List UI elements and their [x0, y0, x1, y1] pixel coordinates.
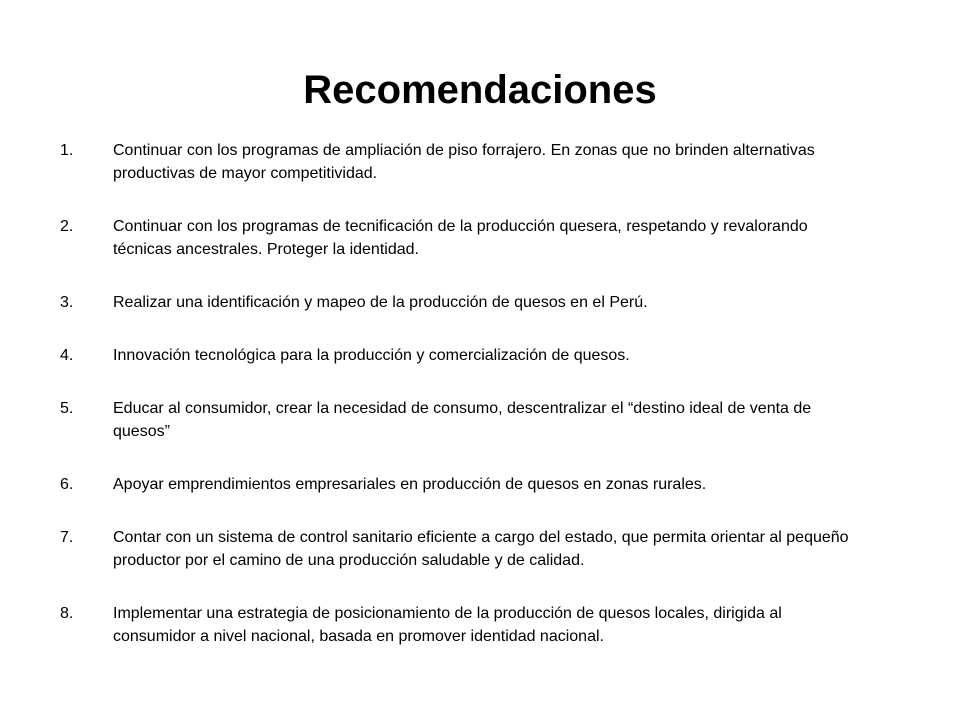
list-item [60, 139, 860, 185]
item-text: Continuar con los programas de tecnificación de la producción quesera, respetando y revalorando técnicas ancestrales. Proteger la identidad. [113, 218, 808, 258]
list-item [60, 215, 860, 261]
item-text: Continuar con los programas de ampliación de piso forrajero. En zonas que no brinden alternativas productivas de mayor competitividad. [113, 142, 815, 182]
item-text: Realizar una identificación y mapeo de la producción de quesos en el Perú. [113, 294, 648, 311]
item-number: 1. [60, 142, 74, 159]
item-number: 8. [60, 605, 74, 622]
list-item [60, 291, 860, 314]
list-item [60, 526, 860, 572]
list-item [60, 473, 860, 496]
item-number: 4. [60, 347, 74, 364]
item-text: Contar con un sistema de control sanitario eficiente a cargo del estado, que permita orientar al pequeño productor por el camino de una producción saludable y de calidad. [113, 529, 849, 569]
item-number: 7. [60, 529, 74, 546]
item-text: Innovación tecnológica para la producción y comercialización de quesos. [113, 347, 630, 364]
item-text: Implementar una estrategia de posicionamiento de la producción de quesos locales, dirigida al consumidor a nivel nacional, basada en promover identidad nacional. [113, 605, 782, 645]
item-number: 5. [60, 400, 74, 417]
list-item [60, 602, 860, 648]
item-text: Apoyar emprendimientos empresariales en producción de quesos en zonas rurales. [113, 476, 707, 493]
item-number: 6. [60, 476, 74, 493]
item-number: 3. [60, 294, 74, 311]
list-item [60, 344, 860, 367]
item-text: Educar al consumidor, crear la necesidad de consumo, descentralizar el “destino ideal de venta de quesos” [113, 400, 812, 440]
recommendations-list [60, 139, 860, 678]
slide-title: Recomendaciones [303, 68, 657, 112]
list-item [60, 397, 860, 443]
item-number: 2. [60, 218, 74, 235]
